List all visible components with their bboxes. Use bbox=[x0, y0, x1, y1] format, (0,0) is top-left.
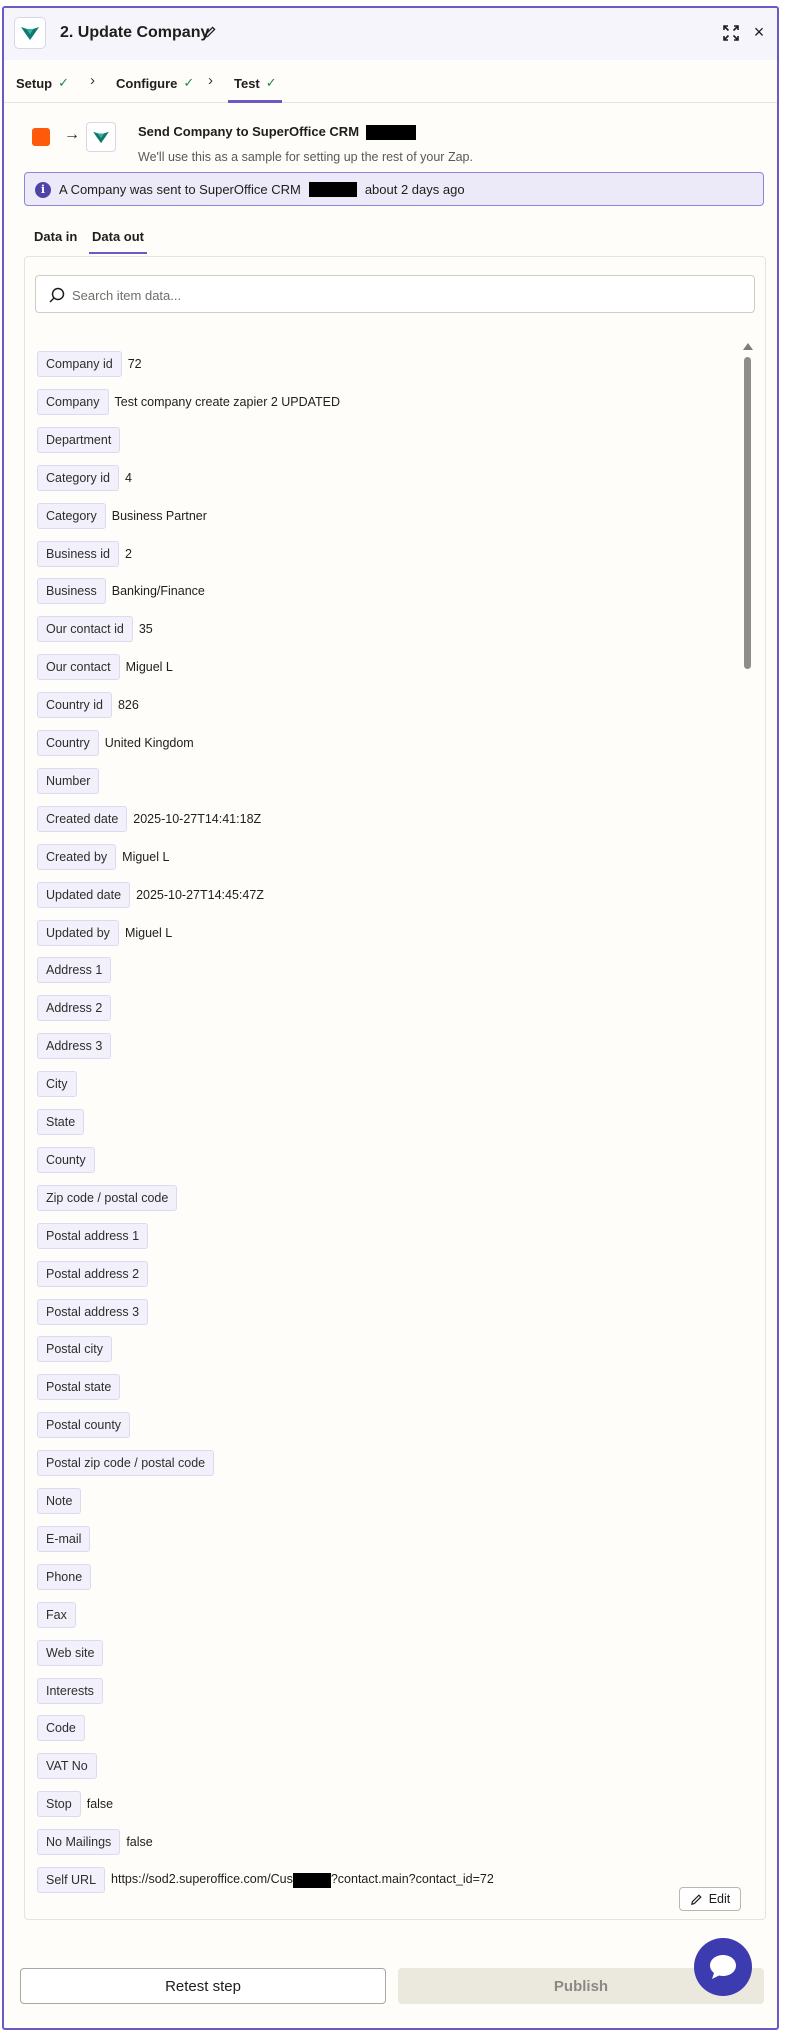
item-value: 2025-10-27T14:45:47Z bbox=[136, 887, 264, 902]
list-item bbox=[37, 768, 99, 794]
list-item bbox=[37, 1640, 103, 1666]
list-item bbox=[37, 1488, 81, 1514]
page-title: 2. Update Company bbox=[60, 24, 210, 41]
list-item bbox=[37, 1526, 90, 1552]
edit-button[interactable] bbox=[679, 1887, 741, 1911]
item-key-pill[interactable]: Category id bbox=[37, 465, 119, 491]
info-text bbox=[59, 182, 465, 197]
scrollbar[interactable] bbox=[744, 357, 751, 669]
list-item bbox=[37, 1753, 97, 1779]
item-value: United Kingdom bbox=[104, 736, 194, 750]
item-value: 2 bbox=[124, 546, 132, 561]
tab-configure[interactable] bbox=[116, 75, 194, 91]
tab-test[interactable] bbox=[234, 75, 277, 91]
list-item bbox=[37, 1867, 494, 1893]
info-text-end: about 2 days ago bbox=[364, 182, 465, 197]
list-item bbox=[37, 1261, 148, 1287]
item-key-pill[interactable]: E-mail bbox=[37, 1526, 90, 1552]
zap-step-panel bbox=[2, 6, 779, 2030]
item-key-pill[interactable]: Fax bbox=[37, 1602, 76, 1628]
list-item bbox=[37, 541, 132, 567]
check-icon: ✓ bbox=[183, 75, 195, 90]
item-key-pill[interactable]: Business bbox=[37, 578, 106, 604]
list-item bbox=[37, 389, 340, 415]
item-key-pill[interactable]: Number bbox=[37, 768, 99, 794]
list-item bbox=[37, 1299, 148, 1325]
item-key-pill[interactable]: Phone bbox=[37, 1564, 91, 1590]
list-item bbox=[37, 806, 261, 832]
item-key-pill[interactable]: Web site bbox=[37, 1640, 103, 1666]
info-text-start: A Company was sent to SuperOffice CRM bbox=[59, 182, 301, 197]
item-key-pill[interactable]: Postal address 3 bbox=[37, 1299, 148, 1325]
list-item bbox=[37, 730, 194, 756]
item-key-pill[interactable]: State bbox=[37, 1109, 84, 1135]
list-item bbox=[37, 1033, 111, 1059]
item-key-pill[interactable]: Postal state bbox=[37, 1374, 120, 1400]
list-item bbox=[37, 1412, 130, 1438]
item-value: 35 bbox=[138, 622, 153, 637]
item-key-pill[interactable]: Created date bbox=[37, 806, 127, 832]
retest-step-button[interactable]: Retest step bbox=[20, 1968, 386, 2004]
chevron-right-icon: › bbox=[90, 72, 95, 89]
item-value: 826 bbox=[117, 698, 139, 713]
list-item bbox=[37, 503, 207, 529]
chat-support-button[interactable] bbox=[694, 1938, 752, 1996]
publish-button[interactable]: Publish bbox=[398, 1968, 764, 2004]
item-value: false bbox=[126, 1835, 153, 1850]
item-value: Test company create zapier 2 UPDATED bbox=[114, 394, 341, 409]
list-item bbox=[37, 1602, 76, 1628]
list-item bbox=[37, 1071, 77, 1097]
list-item bbox=[37, 1678, 103, 1704]
item-key-pill[interactable]: Department bbox=[37, 427, 120, 453]
step-tabs bbox=[4, 60, 777, 103]
list-item bbox=[37, 465, 132, 491]
chevron-right-icon: › bbox=[208, 72, 213, 89]
item-key-pill[interactable]: Address 1 bbox=[37, 957, 111, 983]
item-key-pill[interactable]: Company id bbox=[37, 351, 122, 377]
list-item bbox=[37, 654, 173, 680]
item-key-pill[interactable]: County bbox=[37, 1147, 95, 1173]
search-box bbox=[35, 275, 755, 313]
item-key-pill[interactable]: Category bbox=[37, 503, 106, 529]
item-key-pill[interactable]: Business id bbox=[37, 541, 119, 567]
list-item bbox=[37, 692, 139, 718]
item-key-pill[interactable]: City bbox=[37, 1071, 77, 1097]
list-item bbox=[37, 1715, 85, 1741]
active-tab-indicator bbox=[228, 100, 282, 103]
tab-data-out[interactable]: Data out bbox=[92, 229, 144, 244]
check-icon: ✓ bbox=[265, 75, 277, 90]
list-item bbox=[37, 1564, 91, 1590]
item-key-pill[interactable]: Updated by bbox=[37, 920, 119, 946]
redacted-block bbox=[309, 182, 357, 197]
list-item bbox=[37, 920, 172, 946]
superoffice-app-icon bbox=[86, 122, 116, 152]
info-icon: i bbox=[35, 182, 51, 198]
list-item bbox=[37, 1791, 113, 1817]
item-key-pill[interactable]: Country id bbox=[37, 692, 112, 718]
item-key-pill[interactable]: VAT No bbox=[37, 1753, 97, 1779]
scroll-up-arrow-icon[interactable] bbox=[743, 343, 753, 350]
item-value: Banking/Finance bbox=[111, 584, 205, 599]
item-key-pill[interactable]: Postal address 2 bbox=[37, 1261, 148, 1287]
close-icon[interactable]: × bbox=[753, 22, 765, 42]
item-value: Miguel L bbox=[124, 925, 173, 940]
item-key-pill[interactable]: Postal address 1 bbox=[37, 1223, 148, 1249]
list-item bbox=[37, 1185, 177, 1211]
item-key-pill[interactable]: Address 3 bbox=[37, 1033, 111, 1059]
item-key-pill[interactable]: Our contact id bbox=[37, 616, 133, 642]
tab-data-in[interactable]: Data in bbox=[34, 229, 78, 244]
tab-test-label: Test bbox=[234, 75, 260, 91]
tab-setup[interactable] bbox=[16, 75, 69, 91]
list-item bbox=[37, 578, 205, 604]
item-value bbox=[111, 1872, 494, 1887]
list-item bbox=[37, 1336, 112, 1362]
item-key-pill[interactable]: Postal zip code / postal code bbox=[37, 1450, 214, 1476]
sample-title-text: Send Company to SuperOffice CRM bbox=[138, 124, 360, 139]
item-key-pill[interactable]: Postal city bbox=[37, 1336, 112, 1362]
item-key-pill[interactable]: Stop bbox=[37, 1791, 81, 1817]
info-banner bbox=[24, 172, 764, 206]
list-item bbox=[37, 995, 111, 1021]
redacted-block bbox=[293, 1873, 331, 1888]
item-key-pill[interactable]: Country bbox=[37, 730, 99, 756]
redacted-block bbox=[366, 125, 416, 140]
trigger-app-icon bbox=[32, 128, 50, 146]
expand-icon[interactable] bbox=[722, 24, 740, 42]
list-item bbox=[37, 616, 153, 642]
item-value: Miguel L bbox=[122, 849, 170, 864]
list-item bbox=[37, 844, 169, 870]
item-key-pill[interactable]: No Mailings bbox=[37, 1829, 120, 1855]
item-value: false bbox=[86, 1797, 114, 1812]
data-out-panel bbox=[24, 256, 766, 1920]
search-input[interactable] bbox=[72, 285, 732, 305]
chat-bubble-icon bbox=[708, 1953, 738, 1981]
panel-header bbox=[4, 8, 777, 60]
edit-button-label: Edit bbox=[708, 1892, 731, 1906]
item-value: 4 bbox=[124, 470, 132, 485]
item-key-pill[interactable]: Created by bbox=[37, 844, 116, 870]
item-key-pill[interactable]: Code bbox=[37, 1715, 85, 1741]
pencil-icon bbox=[690, 1893, 703, 1906]
list-item bbox=[37, 882, 264, 908]
item-value: Miguel L bbox=[125, 660, 173, 675]
item-key-pill[interactable]: Company bbox=[37, 389, 109, 415]
item-key-pill[interactable]: Address 2 bbox=[37, 995, 111, 1021]
list-item bbox=[37, 351, 142, 377]
list-item bbox=[37, 1374, 120, 1400]
search-icon bbox=[48, 286, 66, 304]
item-value: 72 bbox=[127, 357, 142, 371]
sample-title bbox=[138, 124, 416, 140]
list-item bbox=[37, 1829, 153, 1855]
list-item bbox=[37, 427, 120, 453]
tab-configure-label: Configure bbox=[116, 75, 178, 91]
sample-header bbox=[24, 118, 764, 168]
item-key-pill[interactable]: Self URL bbox=[37, 1867, 105, 1893]
item-key-pill[interactable]: Postal county bbox=[37, 1412, 130, 1438]
self-url-start: https://sod2.superoffice.com/Cus bbox=[111, 1872, 293, 1887]
tab-setup-label: Setup bbox=[16, 75, 53, 91]
check-icon: ✓ bbox=[58, 75, 70, 90]
active-tab-indicator bbox=[89, 252, 147, 254]
item-value: 2025-10-27T14:41:18Z bbox=[133, 811, 262, 826]
self-url-end: ?contact.main?contact_id=72 bbox=[330, 1872, 494, 1887]
list-item bbox=[37, 1147, 95, 1173]
item-value: Business Partner bbox=[111, 508, 207, 523]
list-item bbox=[37, 1450, 214, 1476]
item-key-pill[interactable]: Our contact bbox=[37, 654, 120, 680]
list-item bbox=[37, 1223, 148, 1249]
item-key-pill[interactable]: Interests bbox=[37, 1678, 103, 1704]
sample-subtitle: We'll use this as a sample for setting up the rest of your Zap. bbox=[138, 150, 473, 164]
list-item bbox=[37, 1109, 84, 1135]
pencil-icon[interactable] bbox=[203, 25, 217, 39]
list-item bbox=[37, 957, 111, 983]
arrow-right-icon: → bbox=[64, 126, 80, 143]
superoffice-app-icon bbox=[14, 17, 46, 49]
item-key-pill[interactable]: Note bbox=[37, 1488, 81, 1514]
item-key-pill[interactable]: Zip code / postal code bbox=[37, 1185, 177, 1211]
footer-actions bbox=[4, 1968, 777, 2030]
item-key-pill[interactable]: Updated date bbox=[37, 882, 130, 908]
